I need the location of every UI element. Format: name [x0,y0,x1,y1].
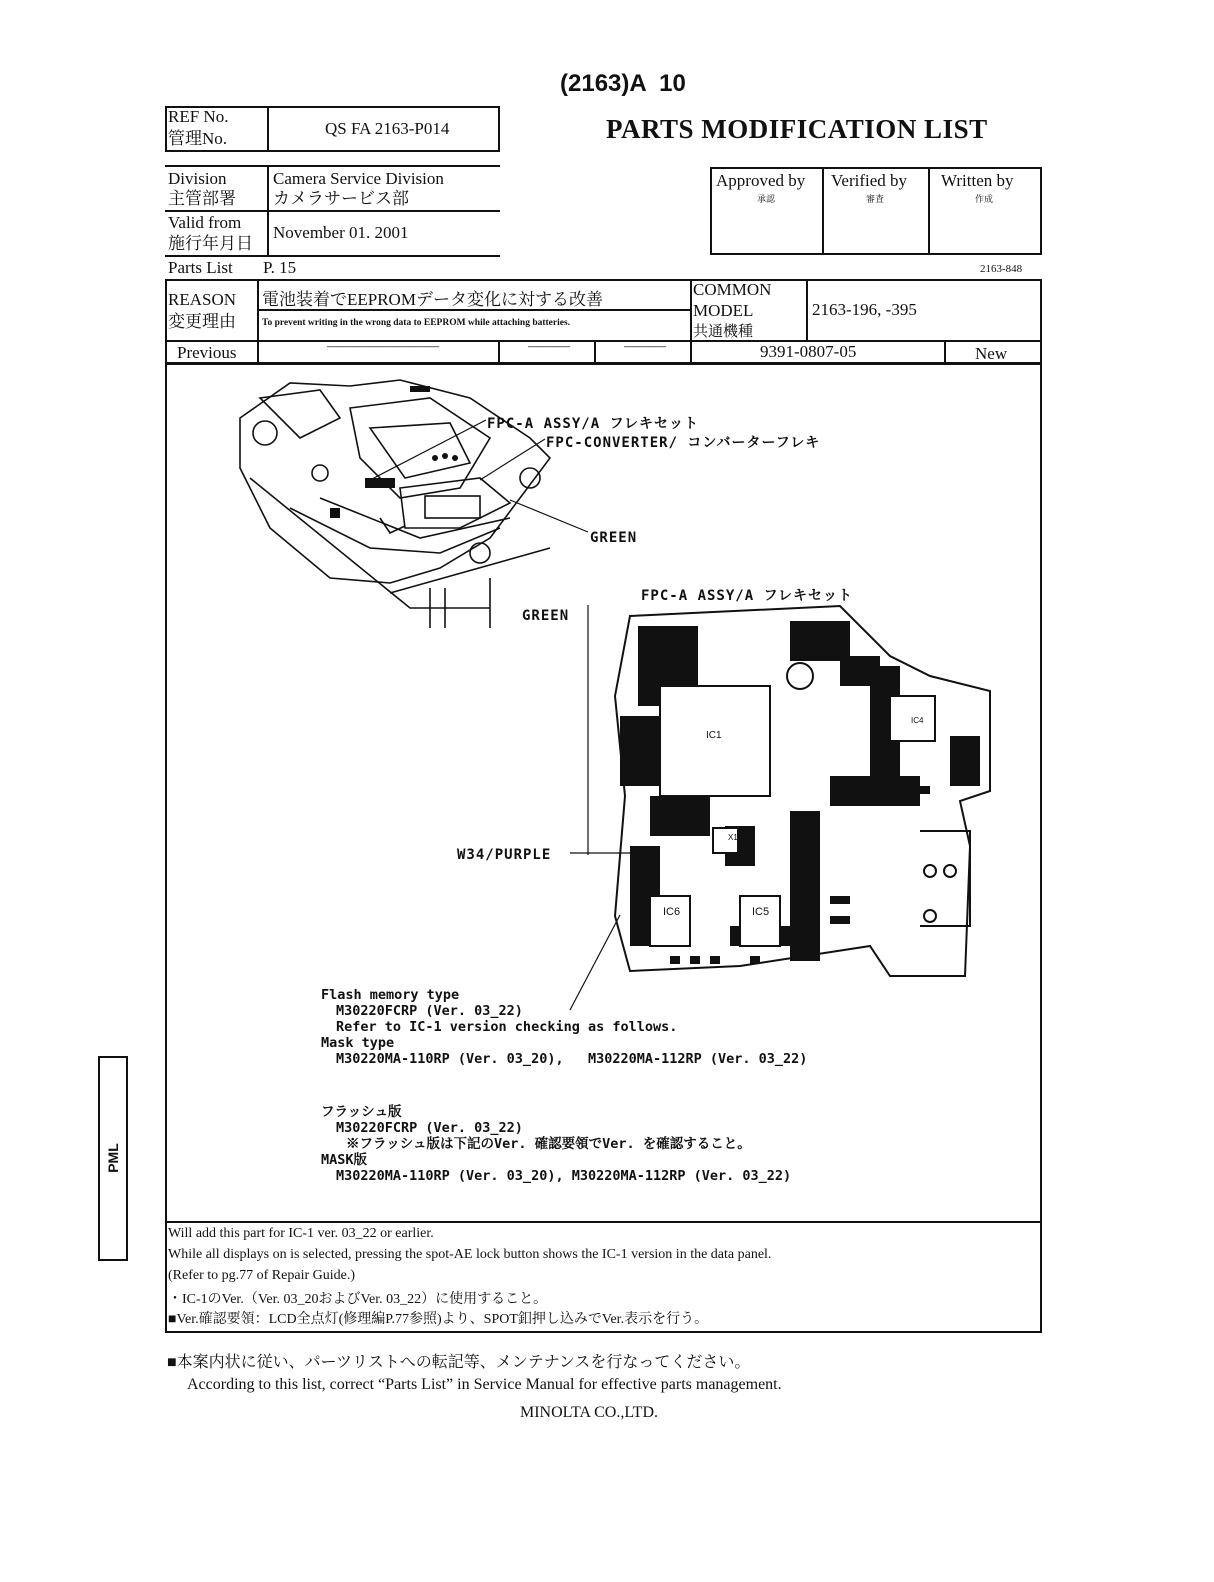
written-by-jp: 作成 [975,194,994,204]
callout-leaders-top [330,410,600,540]
chip-ic4-label: IC4 [911,716,924,725]
approved-by-jp: 承認 [757,194,776,204]
reason-text-jp: 電池装着でEEPROMデータ変化に対する改善 [262,290,603,309]
division-value-en: Camera Service Division [273,169,444,188]
note-jp-mask-models: M30220MA-110RP (Ver. 03_20), M30220MA-112RP (Ver. 03_22) [336,1168,792,1184]
parts-list-value: P. 15 [263,258,297,277]
callout-green-top: GREEN [590,530,638,546]
dash-2: ——— [624,339,666,354]
note-jp-flash-model: M30220FCRP (Ver. 03_22) [336,1120,523,1136]
ref-label-en: REF No. [168,107,229,126]
callout-fpc-a-assy-bottom: FPC-A ASSY/A フレキセット [641,588,854,604]
footer-en: According to this list, correct “Parts List” in Service Manual for effective parts management. [187,1376,782,1393]
ref-label-jp: 管理No. [168,129,228,148]
dash-1: ——— [528,339,570,354]
common-label-jp: 共通機種 [693,324,754,340]
reason-text-en: To prevent writing in the wrong data to EEPROM while attaching batteries. [262,318,571,328]
reason-label-en: REASON [168,290,237,309]
doc-code: (2163)A 10 [560,70,686,97]
footer-company: MINOLTA CO.,LTD. [520,1404,658,1421]
remark-2: While all displays on is selected, pressing the spot-AE lock button shows the IC-1 version in the data panel. [168,1247,772,1262]
reason-label-jp: 変更理由 [168,312,236,331]
note-refer: Refer to IC-1 version checking as follows. [336,1019,678,1035]
remark-3: (Refer to pg.77 of Repair Guide.) [168,1268,355,1283]
valid-label-en: Valid from [168,213,242,232]
common-label-1: COMMON [693,280,772,299]
chip-ic5-label: IC5 [752,906,770,918]
division-label-en: Division [168,169,227,188]
note-jp-mask-type: MASK版 [321,1152,368,1168]
callout-fpc-converter: FPC-CONVERTER/ コンバーターフレキ [546,435,821,451]
remark-4: ・IC-1のVer.（Ver. 03_20およびVer. 03_22）に使用すること。 [168,1292,548,1307]
page-title: PARTS MODIFICATION LIST [606,114,988,144]
verified-by-jp: 審査 [866,194,885,204]
verified-by-label: Verified by [831,171,908,190]
note-flash-type: Flash memory type [321,987,460,1003]
note-mask-models: M30220MA-110RP (Ver. 03_20), M30220MA-112RP (Ver. 03_22) [336,1051,808,1067]
common-label-2: MODEL [693,301,754,320]
note-flash-model: M30220FCRP (Ver. 03_22) [336,1003,523,1019]
remark-5: ■Ver.確認要領：LCD全点灯(修理編P.77参照)より、SPOT釦押し込みでVer.表示を行う。 [168,1312,709,1327]
ref-value: QS FA 2163-P014 [325,119,450,138]
callout-leaders-bottom [560,595,680,1025]
new-label: New [975,344,1008,363]
note-jp-check: ※フラッシュ版は下記のVer. 確認要領でVer. を確認すること。 [346,1136,751,1152]
parts-list-label: Parts List [168,258,233,277]
division-value-jp: カメラサービス部 [273,189,409,208]
previous-value: ———————— [327,339,439,354]
valid-label-jp: 施行年月日 [168,234,253,253]
callout-green-bottom: GREEN [522,608,570,624]
valid-value: November 01. 2001 [273,223,409,242]
callout-fpc-a-assy-top: FPC-A ASSY/A フレキセット [487,416,700,432]
chip-x1-label: X1 [728,833,738,842]
chip-ic1-label: IC1 [706,730,722,741]
approved-by-label: Approved by [716,171,806,190]
note-jp-flash-type: フラッシュ版 [321,1104,402,1120]
note-mask-type: Mask type [321,1035,395,1051]
remark-1: Will add this part for IC-1 ver. 03_22 or earlier. [168,1226,434,1241]
written-by-label: Written by [941,171,1014,190]
division-label-jp: 主管部署 [168,189,236,208]
footer-jp: ■本案内状に従い、パーツリストへの転記等、メンテナンスを行なってください。 [167,1354,751,1371]
doc-number: 2163-848 [980,263,1023,275]
new-part-number: 9391-0807-05 [760,342,857,361]
common-model-value: 2163-196, -395 [812,300,917,319]
chip-ic6-label: IC6 [663,906,681,918]
previous-label: Previous [177,343,237,362]
side-tab-label: PML [105,1143,121,1173]
callout-w34-purple: W34/PURPLE [457,847,552,863]
